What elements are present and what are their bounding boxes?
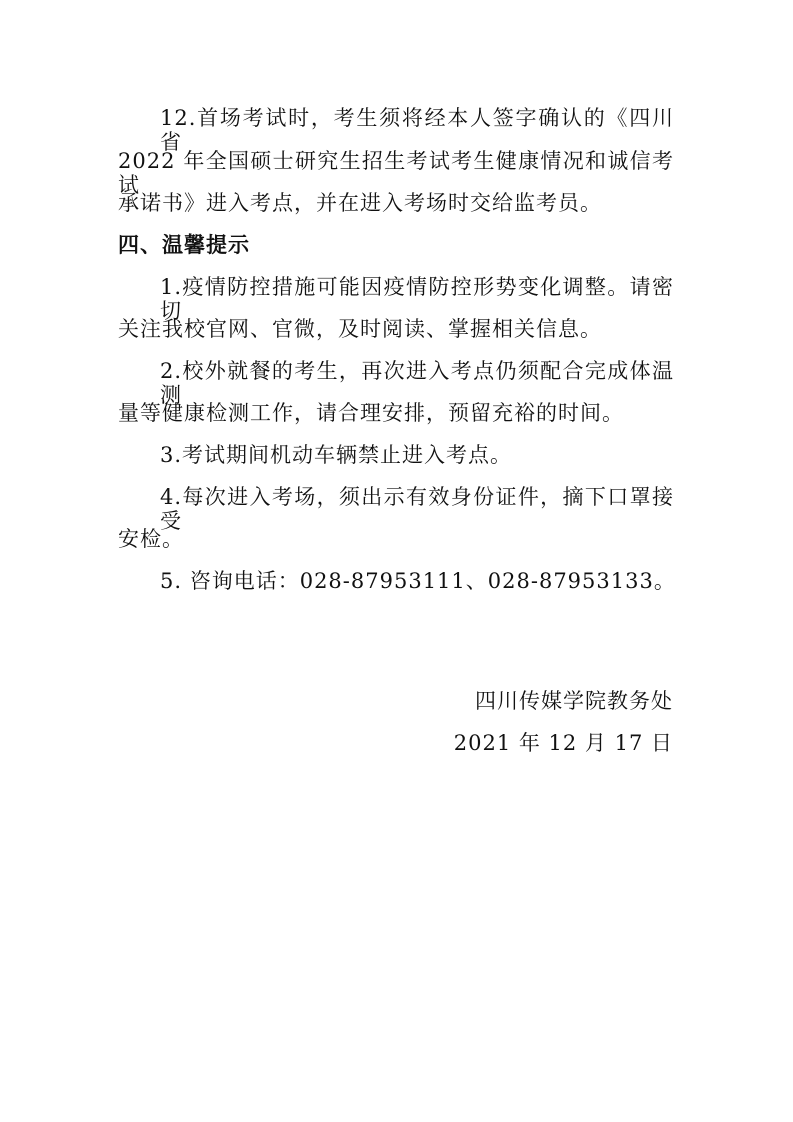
tip5-contact-phone: 5. 咨询电话：028-87953111、028-87953133。: [160, 569, 676, 593]
signature-date: 2021 年 12 月 17 日: [453, 731, 673, 755]
item12-line-2: 2022 年全国硕士研究生招生考试考生健康情况和诚信考试: [118, 149, 674, 197]
item12-line-3: 承诺书》进入考点，并在进入考场时交给监考员。: [118, 191, 602, 215]
tip1-line-1: 1.疫情防控措施可能因疫情防控形势变化调整。请密切: [160, 275, 674, 323]
tip3-line-1: 3.考试期间机动车辆禁止进入考点。: [160, 443, 513, 467]
tip2-line-2: 量等健康检测工作，请合理安排，预留充裕的时间。: [118, 401, 624, 425]
tip1-line-2: 关注我校官网、官微，及时阅读、掌握相关信息。: [118, 317, 602, 341]
section-heading: 四、温馨提示: [118, 233, 250, 257]
signature-organization: 四川传媒学院教务处: [475, 689, 673, 713]
tip4-line-2: 安检。: [118, 527, 184, 551]
item12-line-1: 12.首场考试时，考生须将经本人签字确认的《四川省: [160, 106, 674, 154]
tip4-line-1: 4.每次进入考场，须出示有效身份证件，摘下口罩接受: [160, 485, 674, 533]
tip2-line-1: 2.校外就餐的考生，再次进入考点仍须配合完成体温测: [160, 359, 674, 407]
